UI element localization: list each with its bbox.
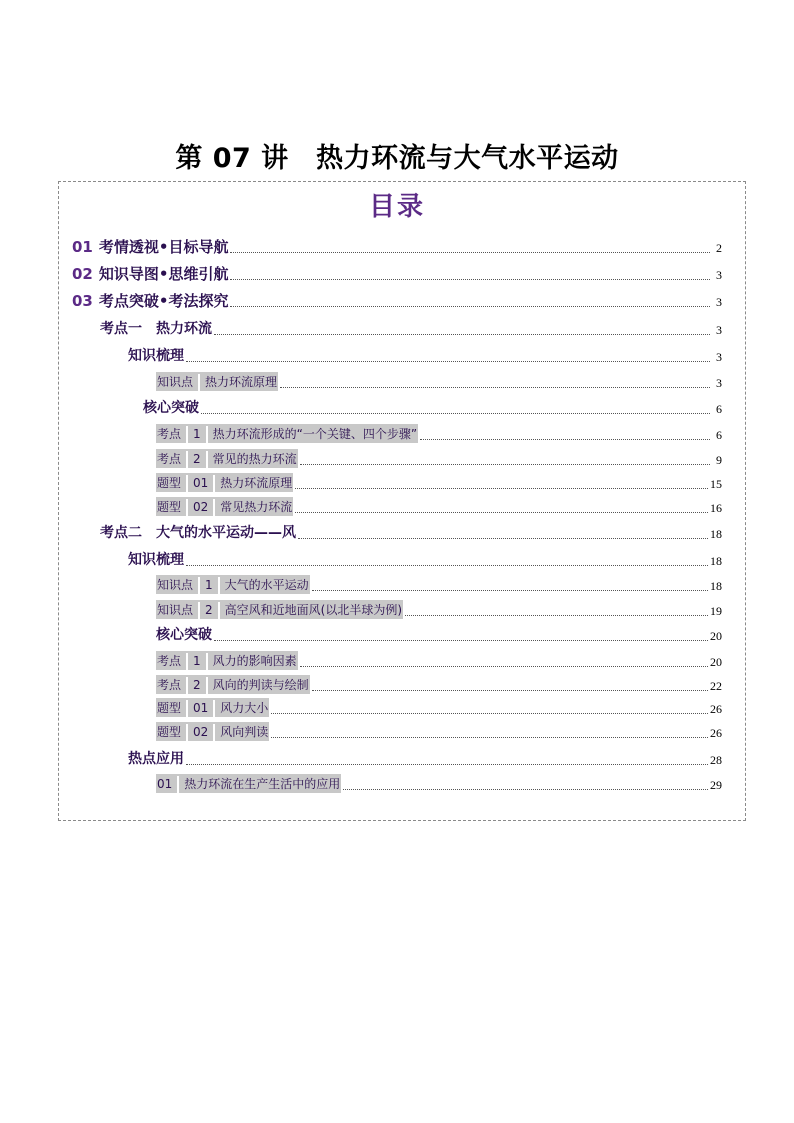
toc-entry-prefix: 考点 — [157, 678, 182, 692]
toc-page-number: 26 — [710, 702, 722, 716]
toc-entry-separator — [186, 653, 188, 670]
toc-entry-text: 高空风和近地面风(以北半球为例) — [224, 603, 403, 617]
toc-entry-label: 考点二 大气的水平运动——风 — [100, 525, 296, 541]
toc-entry-label: 热点应用 — [128, 751, 184, 767]
toc-entry-separator — [186, 451, 188, 468]
toc-entry[interactable] — [100, 522, 722, 542]
toc-entry-text: 风向判读 — [220, 725, 269, 739]
toc-entry-text: 热力环流原理 — [205, 375, 278, 389]
toc-leader-dots — [312, 589, 708, 591]
toc-entry[interactable] — [143, 397, 722, 417]
toc-entry-number: 01 — [193, 701, 209, 715]
toc-entry-label — [156, 675, 310, 694]
toc-page-number: 20 — [710, 655, 722, 669]
toc-page-number: 26 — [710, 726, 722, 740]
toc-entry-number: 02 — [193, 500, 209, 514]
toc-entry-label — [156, 600, 403, 619]
toc-entry-number: 01 — [193, 476, 209, 490]
toc-entry-number: 03 — [72, 292, 93, 310]
toc-entry[interactable] — [100, 318, 722, 338]
toc-leader-dots — [186, 360, 710, 362]
toc-entry-number: 1 — [193, 654, 201, 668]
toc-entry-number: 1 — [205, 578, 213, 592]
toc-entry-prefix: 知识点 — [157, 603, 194, 617]
toc-entry-separator — [213, 724, 215, 741]
toc-entry[interactable] — [156, 650, 722, 670]
toc-leader-dots — [271, 712, 708, 714]
toc-entry[interactable] — [156, 624, 722, 644]
toc-leader-dots — [230, 251, 710, 253]
toc-entry-prefix: 知识点 — [157, 578, 194, 592]
toc-entry-separator — [186, 499, 188, 516]
toc-entry-separator — [213, 475, 215, 492]
toc-entry[interactable] — [156, 448, 722, 468]
toc-entry[interactable] — [72, 263, 722, 283]
toc-entry-label — [156, 497, 293, 516]
toc-entry-label — [156, 424, 418, 443]
toc-page-number: 19 — [710, 604, 722, 618]
toc-entry-text: 考点突破•考法探究 — [98, 292, 229, 310]
toc-entry-label — [156, 722, 269, 741]
toc-leader-dots — [280, 386, 710, 388]
toc-entry-number: 2 — [193, 678, 201, 692]
toc-entry-label: 考点一 热力环流 — [100, 321, 212, 337]
toc-entry[interactable] — [156, 423, 722, 443]
toc-entry-prefix: 考点 — [157, 452, 182, 466]
toc-entry-label: 核心突破 — [143, 400, 199, 416]
toc-leader-dots — [405, 614, 708, 616]
toc-heading: 目录 — [368, 192, 425, 222]
toc-entry-number: 01 — [157, 777, 173, 791]
toc-entry-separator — [186, 426, 188, 443]
toc-leader-dots — [295, 487, 708, 489]
toc-entry-label: 核心突破 — [156, 627, 212, 643]
toc-entry-number: 02 — [193, 725, 209, 739]
toc-leader-dots — [420, 438, 710, 440]
toc-leader-dots — [343, 788, 708, 790]
toc-entry[interactable] — [156, 574, 722, 594]
toc-leader-dots — [186, 564, 708, 566]
toc-entry-number: 2 — [205, 603, 213, 617]
toc-entry-prefix: 知识点 — [157, 375, 194, 389]
toc-entry-label — [156, 698, 269, 717]
toc-entry-separator — [186, 700, 188, 717]
toc-entry[interactable] — [156, 721, 722, 741]
toc-leader-dots — [271, 736, 708, 738]
toc-leader-dots — [300, 463, 710, 465]
toc-page-number: 3 — [716, 323, 722, 337]
toc-page-number: 29 — [710, 778, 722, 792]
toc-entry[interactable] — [156, 371, 722, 391]
toc-entry-label: 知识梳理 — [128, 348, 184, 364]
toc-entry-label: 知识梳理 — [128, 552, 184, 568]
toc-entry-text: 风力的影响因素 — [212, 654, 297, 668]
toc-page-number: 22 — [710, 679, 722, 693]
toc-page-number: 20 — [710, 629, 722, 643]
toc-entry-text: 风力大小 — [220, 701, 269, 715]
toc-page-number: 15 — [710, 477, 722, 491]
toc-entry-prefix: 题型 — [157, 701, 182, 715]
toc-leader-dots — [214, 639, 708, 641]
toc-entry-text: 热力环流形成的“一个关键、四个步骤” — [212, 427, 418, 441]
toc-entry-number: 02 — [72, 265, 93, 283]
toc-entry-label — [72, 265, 228, 283]
toc-entry-label — [72, 238, 228, 256]
toc-entry-text: 考情透视•目标导航 — [98, 238, 229, 256]
toc-entry-text: 热力环流原理 — [220, 476, 293, 490]
toc-page-number: 16 — [710, 501, 722, 515]
toc-entry-prefix: 题型 — [157, 500, 182, 514]
toc-page-number: 3 — [716, 350, 722, 364]
toc-entry[interactable] — [128, 549, 722, 569]
document-title: 第 07 讲 热力环流与大气水平运动 — [175, 143, 619, 174]
toc-entry-label — [156, 651, 298, 670]
toc-entry-label — [72, 292, 228, 310]
toc-entry-separator — [218, 577, 220, 594]
toc-entry[interactable] — [72, 290, 722, 310]
toc-entry-prefix: 考点 — [157, 654, 182, 668]
toc-entry[interactable] — [156, 472, 722, 492]
toc-entry-separator — [198, 577, 200, 594]
toc-page-number: 2 — [716, 241, 722, 255]
toc-leader-dots — [298, 537, 708, 539]
toc-leader-dots — [295, 511, 708, 513]
toc-entry-text: 大气的水平运动 — [224, 578, 309, 592]
toc-entry-number: 2 — [193, 452, 201, 466]
toc-leader-dots — [201, 412, 710, 414]
toc-entry[interactable] — [156, 773, 722, 793]
toc-leader-dots — [230, 305, 710, 307]
toc-page-number: 3 — [716, 268, 722, 282]
toc-entry-separator — [177, 776, 179, 793]
toc-entry-label — [156, 575, 310, 594]
toc-entry-prefix: 题型 — [157, 476, 182, 490]
toc-entry-label — [156, 449, 298, 468]
toc-entry[interactable] — [128, 345, 722, 365]
toc-page-number: 3 — [716, 376, 722, 390]
toc-entry-text: 常见的热力环流 — [212, 452, 297, 466]
toc-page-number: 6 — [716, 402, 722, 416]
toc-page-number: 18 — [710, 579, 722, 593]
toc-entry-number: 1 — [193, 427, 201, 441]
toc-entry-text: 知识导图•思维引航 — [98, 265, 229, 283]
toc-entry[interactable] — [156, 496, 722, 516]
toc-entry[interactable] — [156, 599, 722, 619]
toc-entry-prefix: 题型 — [157, 725, 182, 739]
toc-leader-dots — [186, 763, 708, 765]
toc-entry-separator — [218, 602, 220, 619]
toc-entry-number: 01 — [72, 238, 93, 256]
toc-entry-separator — [213, 499, 215, 516]
toc-leader-dots — [230, 278, 710, 280]
toc-page-number: 18 — [710, 527, 722, 541]
toc-entry-separator — [186, 475, 188, 492]
toc-page-number: 28 — [710, 753, 722, 767]
toc-entry-separator — [198, 374, 200, 391]
toc-entry-text: 风向的判读与绘制 — [212, 678, 309, 692]
toc-entry-label — [156, 372, 278, 391]
toc-entry-separator — [186, 724, 188, 741]
toc-page-number: 6 — [716, 428, 722, 442]
toc-entry-label — [156, 774, 341, 793]
toc-page-number: 9 — [716, 453, 722, 467]
toc-entry-separator — [206, 653, 208, 670]
toc-entry[interactable] — [72, 236, 722, 256]
toc-entry-prefix: 考点 — [157, 427, 182, 441]
toc-entry-separator — [186, 677, 188, 694]
toc-page-number: 18 — [710, 554, 722, 568]
toc-entry-separator — [206, 677, 208, 694]
toc-entry-separator — [206, 451, 208, 468]
toc-entry-text: 常见热力环流 — [220, 500, 293, 514]
toc-entry[interactable] — [156, 697, 722, 717]
toc-entry-separator — [198, 602, 200, 619]
toc-page-number: 3 — [716, 295, 722, 309]
toc-leader-dots — [214, 333, 710, 335]
toc-entry[interactable] — [128, 748, 722, 768]
toc-entry-label — [156, 473, 293, 492]
toc-entry-separator — [213, 700, 215, 717]
toc-entry-separator — [206, 426, 208, 443]
toc-entry-text: 热力环流在生产生活中的应用 — [184, 777, 341, 791]
toc-entry[interactable] — [156, 674, 722, 694]
toc-leader-dots — [312, 689, 708, 691]
toc-leader-dots — [300, 665, 708, 667]
